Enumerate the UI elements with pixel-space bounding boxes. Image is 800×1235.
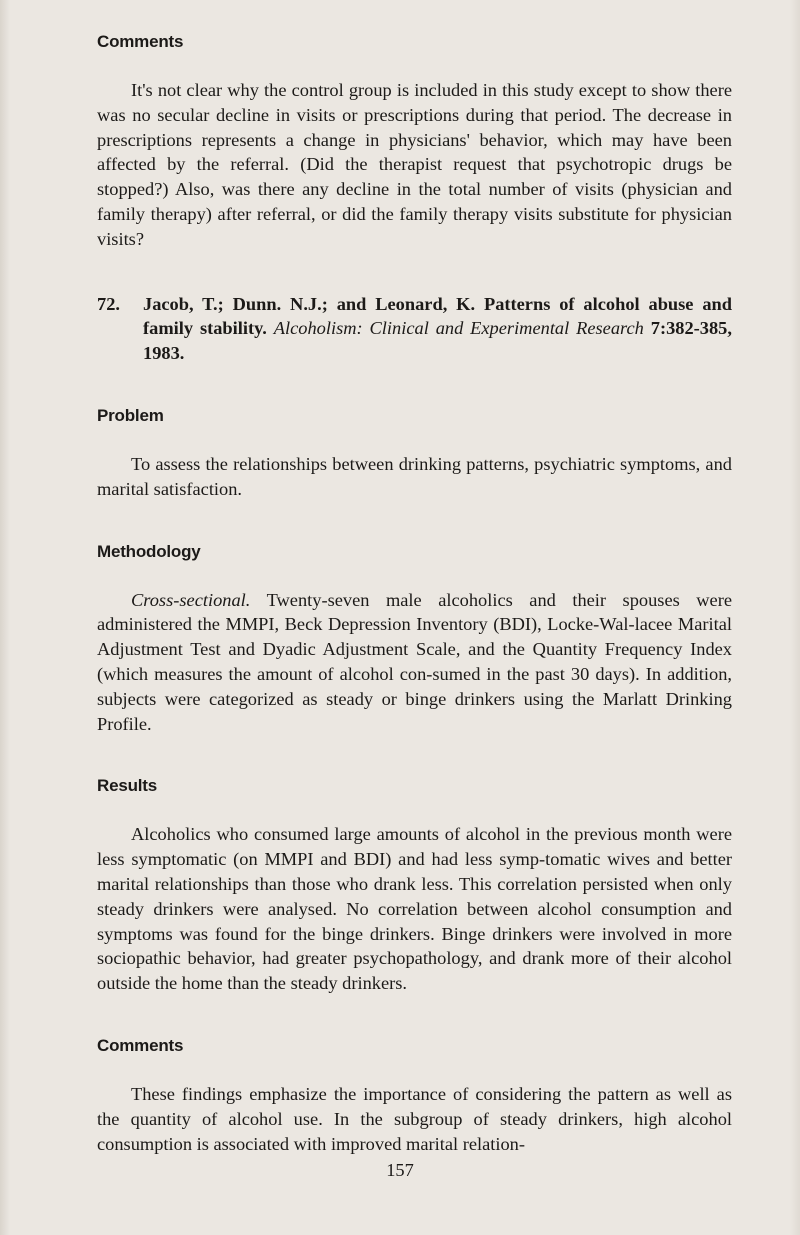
reference-journal: Alcoholism: Clinical and Experimental Research <box>273 318 644 339</box>
methodology-heading: Methodology <box>97 541 201 561</box>
methodology-paragraph <box>97 588 732 737</box>
reference-number: 72. <box>97 293 120 314</box>
problem-heading: Problem <box>97 405 164 425</box>
methodology-text: Twenty-seven male alcoholics and their spouses were administered the MMPI, Beck Depression Inventory (BDI), Locke-Wal-lacee Marital Adjustment Test and Dyadic Adjustment Scale, and the Quantity Frequency Index (which measures the amount of alcohol con-sumed in the past 30 days). In addition, subjects were categorized as steady or binge drinkers using the Marlatt Drinking Profile. <box>97 589 733 734</box>
reference-title: Patterns of alcohol abuse and family stability. <box>143 293 732 339</box>
page-number: 157 <box>386 1160 414 1180</box>
reference-authors: Jacob, T.; Dunn. N.J.; and Leonard, K. <box>143 293 476 314</box>
methodology-lead: Cross-sectional. <box>131 589 251 610</box>
page-content <box>97 32 732 1156</box>
comments-paragraph-2: These findings emphasize the importance of considering the pattern as well as the quantity of alcohol use. In the subgroup of steady drinkers, high alcohol consumption is associated with improved marital relation- <box>97 1083 732 1154</box>
comments-paragraph: It's not clear why the control group is included in this study except to show there was no secular decline in visits or prescriptions during that period. The decrease in prescriptions represents a change in physicians' behavior, which may have been affected by the referral. (Did the therapist request that psychotropic drugs be stopped?) Also, was there any decline in the total number of visits (physician and family therapy) after referral, or did the family therapy visits substitute for physician visits? <box>97 80 732 249</box>
comments-heading: Comments <box>97 32 184 51</box>
results-heading: Results <box>97 776 158 796</box>
reference-entry <box>97 292 732 366</box>
reference-citation: 7:382-385, 1983. <box>143 318 732 364</box>
results-paragraph: Alcoholics who consumed large amounts of alcohol in the previous month were less symptomatic (on MMPI and BDI) and had less symp-tomatic wives and better marital relationships than those who drank less. This correlation persisted when only steady drinkers were analysed. No correlation between alcohol consumption and symptoms was found for the binge drinkers. Binge drinkers were involved in more sociopathic behavior, had greater psychopathology, and drank more of their alcohol outside the home than the steady drinkers. <box>97 824 732 994</box>
problem-paragraph: To assess the relationships between drinking patterns, psychiatric symptoms, and marital satisfaction. <box>97 453 732 499</box>
comments-heading-2: Comments <box>97 1035 184 1055</box>
